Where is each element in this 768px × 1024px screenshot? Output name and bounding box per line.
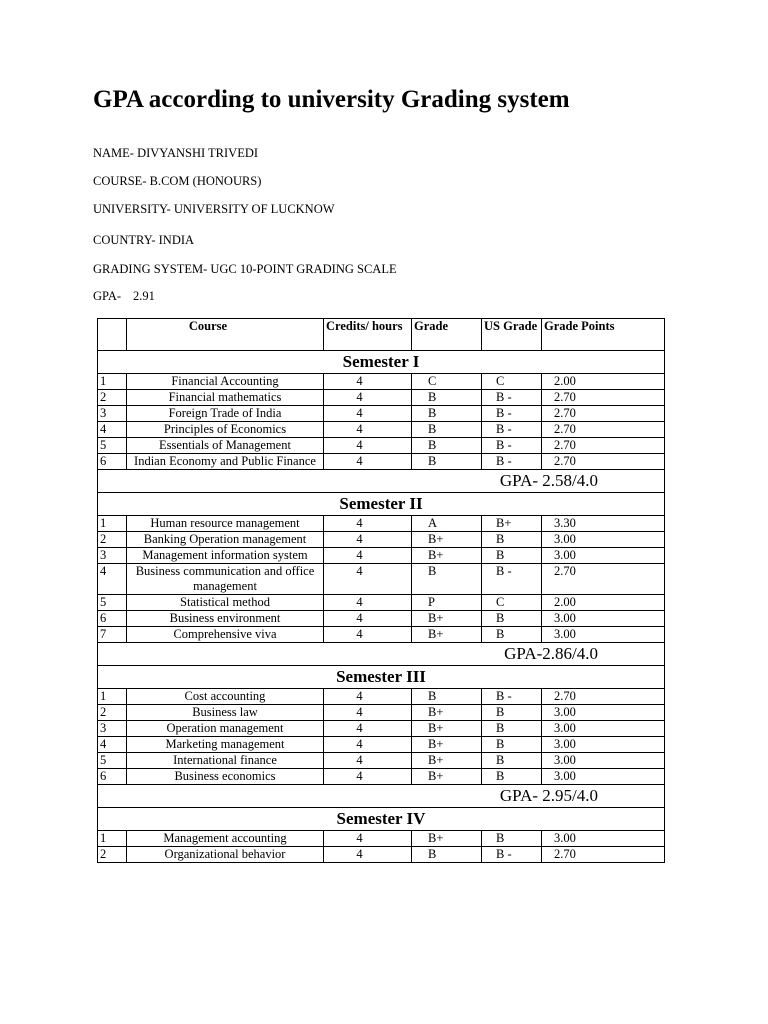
course-credits: 4 [324, 689, 412, 705]
course-us-grade: B - [482, 438, 542, 454]
semester-heading-row [98, 666, 665, 689]
course-grade-points: 2.00 [542, 374, 665, 390]
course-number: 2 [98, 390, 127, 406]
course-us-grade: B - [482, 454, 542, 470]
semester-gpa-row [98, 470, 665, 493]
course-number: 1 [98, 516, 127, 532]
course-name: Human resource management [127, 516, 324, 532]
course-number: 4 [98, 422, 127, 438]
course-grade-points: 2.00 [542, 595, 665, 611]
course-grade-points: 2.70 [542, 847, 665, 863]
course-credits: 4 [324, 406, 412, 422]
course-grade: C [412, 374, 482, 390]
semester-title: Semester I [98, 351, 665, 374]
course-us-grade: B [482, 721, 542, 737]
course-credits: 4 [324, 831, 412, 847]
course-grade-points: 2.70 [542, 438, 665, 454]
course-credits: 4 [324, 532, 412, 548]
header-num [98, 319, 127, 351]
course-name: Financial mathematics [127, 390, 324, 406]
course-name: Banking Operation management [127, 532, 324, 548]
course-number: 1 [98, 374, 127, 390]
course-us-grade: C [482, 374, 542, 390]
table-row [98, 831, 665, 847]
table-row [98, 548, 665, 564]
semester-title: Semester III [98, 666, 665, 689]
course-grade: B+ [412, 721, 482, 737]
course-us-grade: B [482, 831, 542, 847]
course-name: Marketing management [127, 737, 324, 753]
header-grade-points: Grade Points [542, 319, 665, 351]
course-grade: B [412, 847, 482, 863]
table-row [98, 753, 665, 769]
course-name: Indian Economy and Public Finance [127, 454, 324, 470]
course-grade-points: 3.00 [542, 753, 665, 769]
semester-title: Semester II [98, 493, 665, 516]
table-row [98, 454, 665, 470]
course-grade-points: 2.70 [542, 422, 665, 438]
course-us-grade: B [482, 548, 542, 564]
course-us-grade: B [482, 611, 542, 627]
semester-gpa: GPA-2.86/4.0 [98, 643, 665, 666]
course-grade: B+ [412, 769, 482, 785]
course-number: 5 [98, 753, 127, 769]
course-credits: 4 [324, 627, 412, 643]
course-name: Essentials of Management [127, 438, 324, 454]
university-line: UNIVERSITY- UNIVERSITY OF LUCKNOW [93, 202, 335, 216]
course-us-grade: B - [482, 689, 542, 705]
semester-gpa: GPA- 2.95/4.0 [98, 785, 665, 808]
semester-gpa-row [98, 785, 665, 808]
course-credits: 4 [324, 721, 412, 737]
course-grade-points: 3.00 [542, 721, 665, 737]
semester-gpa-row [98, 643, 665, 666]
table-row [98, 847, 665, 863]
course-grade: B+ [412, 548, 482, 564]
course-number: 3 [98, 721, 127, 737]
course-number: 3 [98, 548, 127, 564]
course-name: Organizational behavior [127, 847, 324, 863]
course-number: 2 [98, 705, 127, 721]
course-number: 3 [98, 406, 127, 422]
course-name: Management information system [127, 548, 324, 564]
table-row [98, 374, 665, 390]
course-grade: B+ [412, 532, 482, 548]
course-number: 6 [98, 611, 127, 627]
course-us-grade: B - [482, 406, 542, 422]
header-course: Course [127, 319, 324, 351]
course-credits: 4 [324, 422, 412, 438]
table-row [98, 438, 665, 454]
student-name: NAME- DIVYANSHI TRIVEDI [93, 146, 259, 160]
course-number: 4 [98, 564, 127, 595]
course-credits: 4 [324, 753, 412, 769]
course-name: Operation management [127, 721, 324, 737]
semester-title: Semester IV [98, 808, 665, 831]
course-line: COURSE- B.COM (HONOURS) [93, 174, 262, 188]
course-grade: B+ [412, 753, 482, 769]
course-us-grade: B - [482, 564, 542, 595]
table-row [98, 737, 665, 753]
table-row [98, 689, 665, 705]
course-us-grade: B [482, 627, 542, 643]
semester-gpa: GPA- 2.58/4.0 [98, 470, 665, 493]
table-row [98, 595, 665, 611]
course-us-grade: B [482, 532, 542, 548]
table-row [98, 406, 665, 422]
course-grade: B [412, 454, 482, 470]
semester-heading-row [98, 493, 665, 516]
course-credits: 4 [324, 769, 412, 785]
course-grade: A [412, 516, 482, 532]
course-grade-points: 3.00 [542, 737, 665, 753]
course-grade-points: 2.70 [542, 390, 665, 406]
course-number: 7 [98, 627, 127, 643]
course-grade: P [412, 595, 482, 611]
course-name: Business law [127, 705, 324, 721]
course-us-grade: B - [482, 390, 542, 406]
course-us-grade: B - [482, 422, 542, 438]
page-title: GPA according to university Grading system [93, 86, 570, 113]
course-grade-points: 3.30 [542, 516, 665, 532]
table-row [98, 705, 665, 721]
table-row [98, 532, 665, 548]
table-header-row [98, 319, 665, 351]
table-row [98, 390, 665, 406]
course-name: Cost accounting [127, 689, 324, 705]
course-name: Financial Accounting [127, 374, 324, 390]
semester-heading-row [98, 808, 665, 831]
course-grade: B [412, 422, 482, 438]
course-name: Statistical method [127, 595, 324, 611]
course-name: Foreign Trade of India [127, 406, 324, 422]
course-number: 6 [98, 454, 127, 470]
course-grade: B+ [412, 627, 482, 643]
course-credits: 4 [324, 737, 412, 753]
course-us-grade: B - [482, 847, 542, 863]
table-row [98, 611, 665, 627]
course-name: Comprehensive viva [127, 627, 324, 643]
course-us-grade: B [482, 769, 542, 785]
course-number: 5 [98, 438, 127, 454]
course-credits: 4 [324, 564, 412, 595]
header-credits: Credits/ hours [324, 319, 412, 351]
course-credits: 4 [324, 705, 412, 721]
course-name: Principles of Economics [127, 422, 324, 438]
course-credits: 4 [324, 438, 412, 454]
table-row [98, 564, 665, 595]
overall-gpa-line [93, 289, 155, 304]
course-grade: B [412, 406, 482, 422]
course-grade-points: 3.00 [542, 705, 665, 721]
country-line: COUNTRY- INDIA [93, 233, 195, 247]
course-us-grade: B [482, 753, 542, 769]
course-us-grade: B [482, 705, 542, 721]
course-name: International finance [127, 753, 324, 769]
grading-system-line: GRADING SYSTEM- UGC 10-POINT GRADING SCALE [93, 262, 397, 276]
course-grade: B+ [412, 705, 482, 721]
course-us-grade: C [482, 595, 542, 611]
semester-heading-row [98, 351, 665, 374]
grades-table [97, 318, 665, 863]
course-grade-points: 2.70 [542, 406, 665, 422]
table-row [98, 516, 665, 532]
header-grade: Grade [412, 319, 482, 351]
course-grade-points: 3.00 [542, 611, 665, 627]
course-credits: 4 [324, 595, 412, 611]
course-name: Business economics [127, 769, 324, 785]
course-number: 5 [98, 595, 127, 611]
course-us-grade: B [482, 737, 542, 753]
table-row [98, 422, 665, 438]
course-grade: B [412, 438, 482, 454]
course-grade: B [412, 564, 482, 595]
table-row [98, 769, 665, 785]
course-number: 2 [98, 847, 127, 863]
overall-gpa-value: 2.91 [133, 289, 155, 303]
course-grade-points: 3.00 [542, 627, 665, 643]
course-credits: 4 [324, 454, 412, 470]
course-number: 1 [98, 689, 127, 705]
course-credits: 4 [324, 548, 412, 564]
course-grade-points: 2.70 [542, 689, 665, 705]
course-name: Management accounting [127, 831, 324, 847]
course-grade-points: 2.70 [542, 454, 665, 470]
course-grade-points: 3.00 [542, 831, 665, 847]
course-name: Business environment [127, 611, 324, 627]
course-grade: B+ [412, 737, 482, 753]
course-name: Business communication and office management [127, 564, 324, 595]
overall-gpa-label: GPA- [93, 289, 122, 303]
course-credits: 4 [324, 847, 412, 863]
table-row [98, 627, 665, 643]
course-credits: 4 [324, 390, 412, 406]
course-grade-points: 3.00 [542, 532, 665, 548]
course-number: 1 [98, 831, 127, 847]
course-grade-points: 2.70 [542, 564, 665, 595]
course-grade: B [412, 390, 482, 406]
course-number: 2 [98, 532, 127, 548]
table-row [98, 721, 665, 737]
course-number: 6 [98, 769, 127, 785]
course-grade: B+ [412, 611, 482, 627]
course-us-grade: B+ [482, 516, 542, 532]
course-grade: B+ [412, 831, 482, 847]
course-credits: 4 [324, 374, 412, 390]
header-us-grade: US Grade [482, 319, 542, 351]
course-credits: 4 [324, 611, 412, 627]
course-number: 4 [98, 737, 127, 753]
course-grade-points: 3.00 [542, 769, 665, 785]
course-grade: B [412, 689, 482, 705]
course-credits: 4 [324, 516, 412, 532]
course-grade-points: 3.00 [542, 548, 665, 564]
